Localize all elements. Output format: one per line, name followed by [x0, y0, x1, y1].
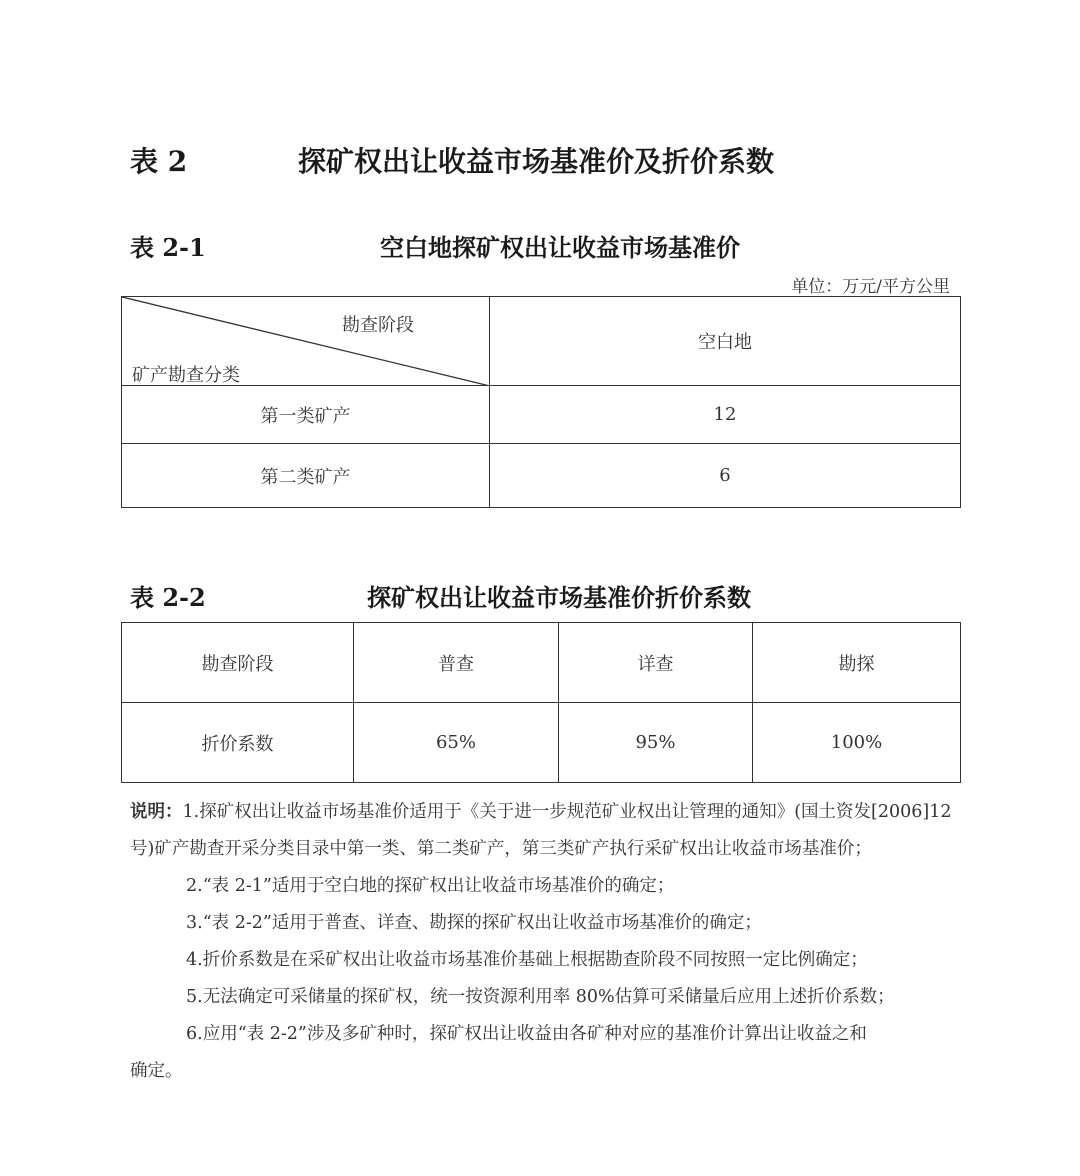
row-value: 6 — [490, 444, 961, 508]
note-item: 2.“表 2-1”适用于空白地的探矿权出让收益市场基准价的确定； — [186, 876, 675, 896]
note-item: 5.无法确定可采储量的探矿权，统一按资源利用率 80%估算可采储量后应用上述折价系数； — [186, 987, 895, 1007]
table2-header-row — [122, 623, 961, 703]
table2 — [121, 622, 961, 783]
header-cell: 勘查阶段 — [122, 623, 354, 703]
table1-diagonal-header — [122, 297, 490, 386]
note-item: 4.折价系数是在采矿权出让收益市场基准价基础上根据勘查阶段不同按照一定比例确定； — [186, 950, 868, 970]
table1-number: 表 2-1 — [130, 233, 206, 262]
row-label: 第二类矿产 — [122, 444, 490, 508]
header-cell: 勘探 — [753, 623, 961, 703]
header-row-label: 矿产勘查分类 — [132, 365, 240, 386]
row-value: 95% — [559, 703, 753, 783]
table-row — [122, 386, 961, 444]
main-title-text: 探矿权出让收益市场基准价及折价系数 — [298, 145, 775, 178]
table2-title — [130, 578, 960, 610]
note-6-line-2: 确定。 — [130, 1061, 183, 1081]
header-cell: 详查 — [559, 623, 753, 703]
row-value: 100% — [753, 703, 961, 783]
table1-title-text: 空白地探矿权出让收益市场基准价 — [380, 233, 740, 262]
header-cell: 普查 — [354, 623, 559, 703]
unit-label: 单位：万元/平方公里 — [791, 277, 950, 297]
table1-title — [130, 228, 960, 260]
table-row — [122, 703, 961, 783]
table1-col-header: 空白地 — [490, 297, 961, 386]
row-value: 65% — [354, 703, 559, 783]
row-label: 第一类矿产 — [122, 386, 490, 444]
note-6-line-1: 6.应用“表 2-2”涉及多矿种时，探矿权出让收益由各矿种对应的基准价计算出让收益之和 — [186, 1024, 867, 1044]
note-1-text: 1.探矿权出让收益市场基准价适用于《关于进一步规范矿业权出让管理的通知》(国土资发[2006]12 号)矿产勘查开采分类目录中第一类、第二类矿产，第三类矿产执行采矿权出让收益市场基准价； — [130, 802, 952, 859]
main-title-number: 表 2 — [130, 145, 188, 178]
row-label: 折价系数 — [122, 703, 354, 783]
notes-label: 说明： — [130, 802, 183, 822]
table2-number: 表 2-2 — [130, 583, 206, 612]
note-1 — [130, 794, 960, 868]
table1 — [121, 296, 961, 508]
note-item: 3.“表 2-2”适用于普查、详查、勘探的探矿权出让收益市场基准价的确定； — [186, 913, 762, 933]
table1-header-row — [122, 297, 961, 386]
table-row — [122, 444, 961, 508]
notes — [130, 794, 960, 1090]
header-col-label: 勘查阶段 — [342, 315, 414, 336]
table2-title-text: 探矿权出让收益市场基准价折价系数 — [367, 583, 751, 612]
row-value: 12 — [490, 386, 961, 444]
